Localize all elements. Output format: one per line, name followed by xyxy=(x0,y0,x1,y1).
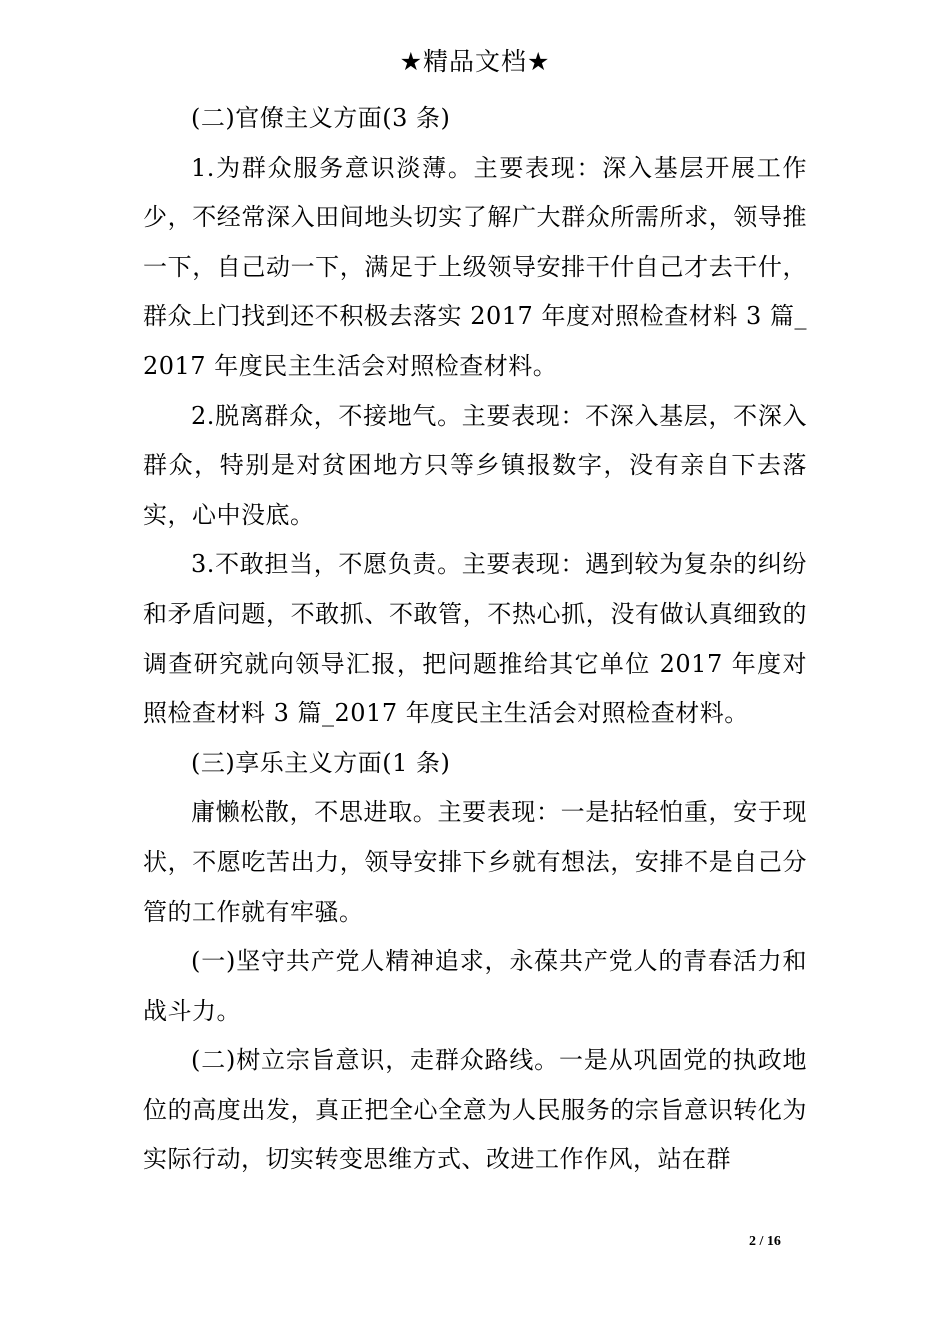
document-header: ★精品文档★ xyxy=(399,47,551,76)
section-heading-hedonism: (三)享乐主义方面(1 条) xyxy=(191,748,451,777)
paragraph-item-2: 2.脱离群众，不接地气。主要表现：不深入基层，不深入群众，特别是对贫困地方只等乡镇报数字，没有亲自下去落实，心中没底。 xyxy=(143,401,807,529)
paragraph-measure-1: (一)坚守共产党人精神追求，永葆共产党人的青春活力和战斗力。 xyxy=(143,947,807,1025)
paragraph-item-1: 1.为群众服务意识淡薄。主要表现：深入基层开展工作少，不经常深入田间地头切实了解广大群众所需所求，领导推一下，自己动一下，满足于上级领导安排干什自己才去干什，群众上门找到还不积极去落实 2017 年度对照检查材料 3 篇_2017 年度民主生活会对照检查材料。 xyxy=(143,153,807,380)
document-body xyxy=(143,94,807,1185)
paragraph-item-3: 3.不敢担当，不愿负责。主要表现：遇到较为复杂的纠纷和矛盾问题，不敢抓、不敢管，不热心抓，没有做认真细致的调查研究就向领导汇报，把问题推给其它单位 2017 年度对照检查材料 3 篇_2017 年度民主生活会对照检查材料。 xyxy=(143,550,807,728)
paragraph-measure-2: (二)树立宗旨意识，走群众路线。一是从巩固党的执政地位的高度出发，真正把全心全意为人民服务的宗旨意识转化为实际行动，切实转变思维方式、改进工作作风，站在群 xyxy=(143,1046,807,1174)
section-heading-bureaucratism: (二)官僚主义方面(3 条) xyxy=(191,104,451,132)
page-number: 2 / 16 xyxy=(749,1234,781,1249)
paragraph-hedonism: 庸懒松散，不思进取。主要表现：一是拈轻怕重，安于现状，不愿吃苦出力，领导安排下乡就有想法，安排不是自己分管的工作就有牢骚。 xyxy=(143,798,807,926)
